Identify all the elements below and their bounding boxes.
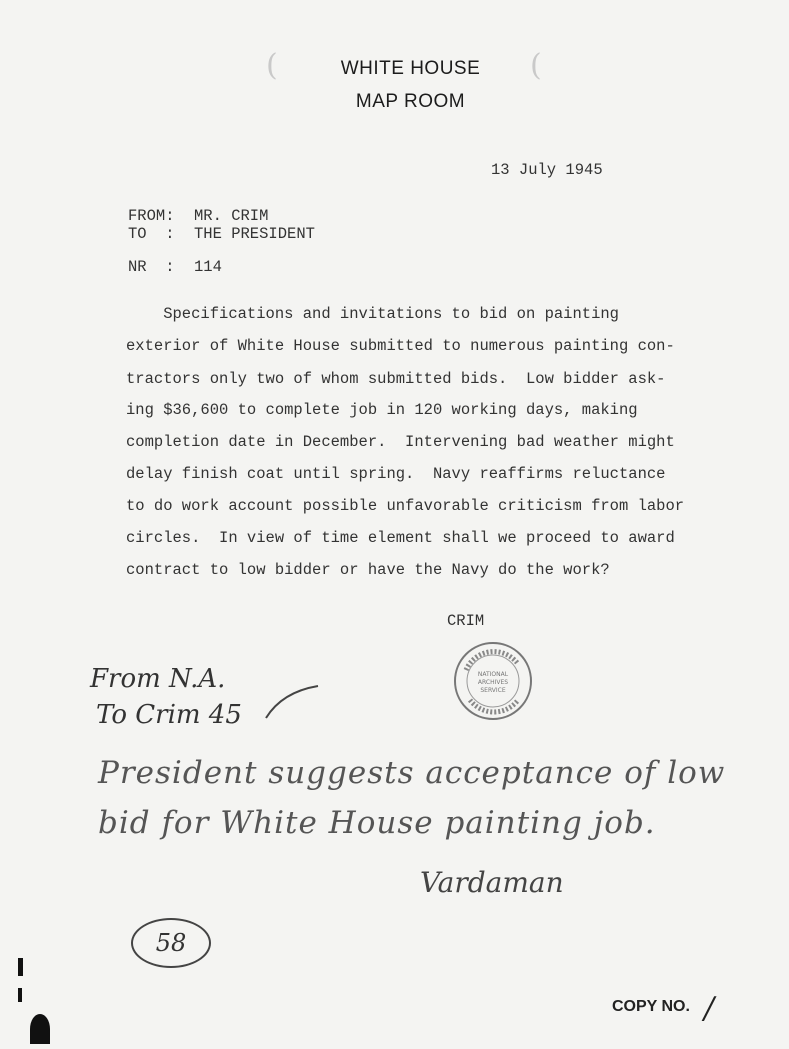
handwritten-note-line2: bid for White House painting job. [98, 805, 656, 841]
punch-hole [30, 1014, 50, 1044]
right-bracket-mark: ( [530, 48, 542, 83]
body-line: Specifications and invitations to bid on painting [126, 305, 619, 323]
copy-number-value: / [704, 991, 715, 1026]
nr-label: NR : [128, 258, 175, 276]
body-line: to do work account possible unfavorable criticism from labor [126, 497, 685, 515]
punch-mark [18, 988, 22, 1002]
header-subtitle: MAP ROOM [355, 91, 466, 112]
handwritten-from: From N.A. [90, 664, 226, 694]
body-line: circles. In view of time element shall we proceed to award [126, 529, 675, 547]
nr-value: 114 [194, 258, 222, 276]
svg-text:ARCHIVES: ARCHIVES [477, 679, 509, 686]
copy-number-label: COPY NO. [612, 998, 690, 1015]
from-label: FROM: [128, 207, 175, 225]
memo-date: 13 July 1945 [491, 161, 603, 179]
to-value: THE PRESIDENT [194, 225, 315, 243]
body-line: exterior of White House submitted to numerous painting con- [126, 337, 675, 355]
circled-number: 58 [131, 918, 211, 968]
body-line: tractors only two of whom submitted bids. Low bidder ask- [126, 370, 666, 388]
header-title: WHITE HOUSE [340, 58, 481, 79]
body-line: delay finish coat until spring. Navy reaffirms reluctance [126, 465, 666, 483]
punch-mark [18, 958, 23, 976]
handwritten-note-line1: President suggests acceptance of low [98, 755, 726, 791]
signature: CRIM [447, 612, 485, 630]
body-line: ing $36,600 to complete job in 120 working days, making [126, 401, 638, 419]
archive-stamp-icon [452, 640, 534, 722]
from-value: MR. CRIM [194, 207, 269, 225]
handwritten-signature: Vardaman [420, 866, 564, 899]
to-label: TO : [128, 225, 175, 243]
body-line: completion date in December. Intervening bad weather might [126, 433, 675, 451]
handwritten-to: To Crim 45 [96, 700, 242, 730]
left-bracket-mark: ( [266, 48, 278, 83]
body-line: contract to low bidder or have the Navy do the work? [126, 561, 610, 579]
pen-stroke-icon [262, 682, 322, 722]
svg-text:SERVICE: SERVICE [480, 687, 506, 694]
svg-text:NATIONAL: NATIONAL [477, 671, 509, 678]
